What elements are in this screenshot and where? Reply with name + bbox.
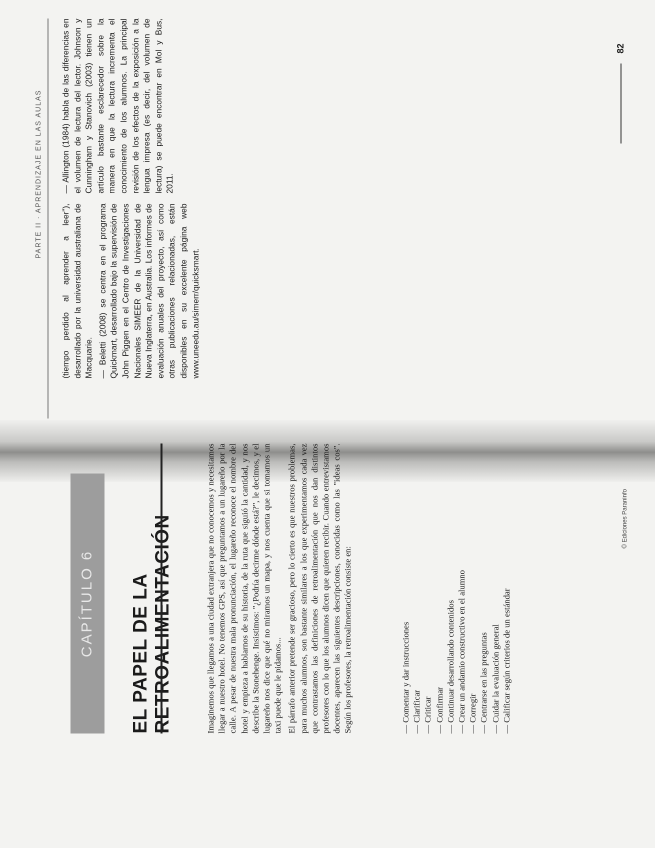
header-rule [47,18,48,418]
copyright-note: © Ediciones Paraninfo [622,488,628,548]
list-item: — Calificar según criterios de un estándar [501,443,512,733]
chapter-body [205,443,357,733]
paragraph: (tiempo perdido al aprender a leer"), desarrollado por la universidad australiana de Macquarie. [60,203,94,378]
chapter-label: CAPÍTULO 6 [70,473,104,733]
paragraph: Imaginemos que llegamos a una ciudad extranjera que no conocemos y necesitamos llegar a nuestro hotel. No tenemos GPS, así que preguntamos a un lugareño por la calle. A pesar de nuestra mala pronunciación, el lugareño reconoce el nombre del hotel y empieza a hablarnos de su historia, de la ruta que siguió la cantidad, y nos describe la Stonehenge. Insistimos: "¿Podría decirme dónde está?", le decimos, y el lugareño nos dice que qué no miramos un mapa, y nos cuenta que si tomamos un taxi puede que le pidamos... [205,443,283,733]
page-number: 82 [615,42,625,53]
chapter-title: EL PAPEL DE LA RETROALIMENTACIÓN [130,513,173,733]
list-item: — Continuar desarrollando contenidos [445,443,456,733]
paragraph: — Beletti (2008) se centra en el programa Quickmart, desarrollado bajo la supervisión de John Piggen en el Centro de Investigaciones Nacionales SIMEER de la Universidad de Nueva Inglaterra, en Australia. Los informes de evaluación anuales del proyecto, así como otras publicaciones relacionadas, están disponibles en su excelente página web www.uneedu.au/simerr/quicksmart. [96,203,200,378]
paragraph: — Allington (1984) habla de las diferencias en el volumen de lectura del lector. Johnson y Cunningham y Stanovich (2003) tienen un artículo bastante esclarecedor sobre la manera en que la lectura incrementa el conocimiento de los alumnos. La principal revisión de los efectos de la exposición a la lengua impresa (es decir, del volumen de lectura) se puede encontrar en Mol y Bus, 2011. [60,18,175,193]
text-column-a [60,203,203,378]
paragraph: El párrafo anterior pretende ser gracioso, pero lo cierto es que nuestros problemas, para muchos alumnos, son bastante similares a los que experimentamos cada vez que contrastamos las definiciones de retroalimentación que nos dan distintos profesores con lo que los alumnos dicen que quieren recibir. Cuando entrevistamos docentes, aparecen las siguientes descripciones, conocidas como las "ideas cos". Según los profesores, la retroalimentación consiste en: [286,443,353,733]
title-rule [160,443,162,733]
chapter-page [0,438,655,848]
list-item: — Confirmar [434,443,445,733]
running-header: PARTE II · APRENDIZAJE EN LAS AULAS [35,89,42,258]
list-item: — Criticar [422,443,433,733]
feedback-list [400,443,512,733]
list-item: — Comentar y dar instrucciones [400,443,411,733]
list-item: — Cuidar la evaluación general [490,443,501,733]
text-column-b [60,18,178,193]
list-item: — Clarificar [411,443,422,733]
list-item: — Crear un andamio constructivo en el alumno [456,443,467,733]
footer-rule [620,63,621,143]
list-item: — Centrarse en las preguntas [478,443,489,733]
list-item: — Corregir [467,443,478,733]
